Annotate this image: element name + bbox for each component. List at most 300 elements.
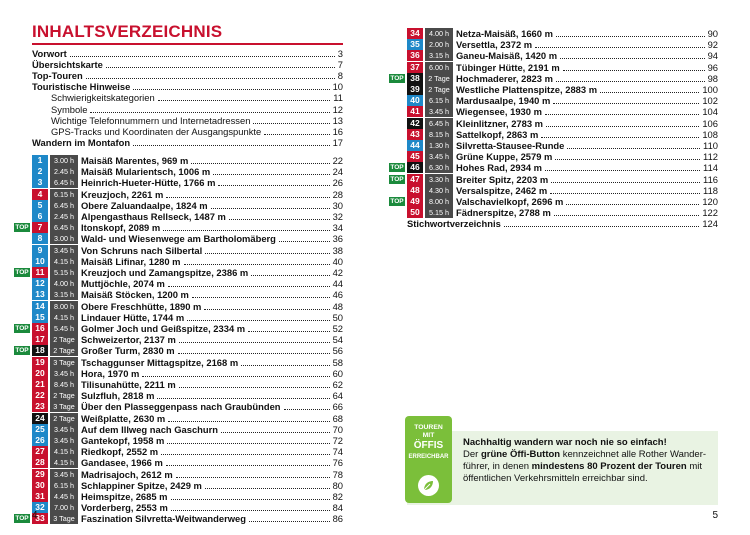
- tour-name: Kreuzjoch, 2261 m: [81, 188, 164, 200]
- tour-duration: 8.00 h: [50, 301, 78, 312]
- leader-dots: [535, 36, 705, 48]
- page-ref: 24: [332, 166, 343, 178]
- tour-number: 7: [32, 222, 48, 233]
- entry-label: Symbole: [51, 103, 88, 115]
- tour-duration: 3 Tage: [50, 401, 78, 412]
- right-page: [375, 0, 750, 535]
- tour-duration: 3.45 h: [50, 435, 78, 446]
- leader-dots: [167, 432, 330, 444]
- tour-duration: 3.45 h: [50, 368, 78, 379]
- info-text-1: Der: [463, 449, 481, 460]
- entry-label: Wandern im Montafon: [32, 136, 131, 148]
- page-ref: 92: [707, 39, 718, 51]
- tour-number: 37: [407, 62, 423, 73]
- entry-label: Touristische Hinweise: [32, 81, 131, 93]
- page-ref: 12: [332, 103, 343, 115]
- tour-name: Versettla, 2372 m: [456, 39, 533, 51]
- tour-name: Fädnerspitze, 2788 m: [456, 207, 551, 219]
- page-ref: 86: [332, 513, 343, 525]
- tour-number: 39: [407, 84, 423, 95]
- info-bold-2: mindestens 80 Prozent der Touren: [531, 461, 687, 472]
- page-ref: 100: [702, 84, 718, 95]
- tour-name: Mardusaalpe, 1940 m: [456, 95, 551, 107]
- tour-number: 45: [407, 151, 423, 162]
- tour-number: 41: [407, 106, 423, 117]
- page-ref: 114: [703, 162, 718, 174]
- page-ref: 96: [707, 61, 718, 73]
- page-ref: 40: [332, 255, 343, 267]
- tour-number: 28: [32, 457, 48, 468]
- leader-dots: [600, 81, 699, 93]
- tour-number: 35: [407, 39, 423, 50]
- tour-name: Hora, 1970 m: [81, 367, 140, 379]
- tour-name: Hochmaderer, 2823 m: [456, 72, 553, 84]
- page-ref: 54: [332, 334, 343, 346]
- page-ref: 70: [332, 423, 343, 435]
- tour-name: Von Schruns nach Silbertal: [81, 244, 203, 256]
- leader-dots: [279, 230, 330, 242]
- top-tour-badge: TOP: [15, 515, 29, 523]
- page-ref: 74: [332, 446, 343, 458]
- leader-dots: [218, 174, 330, 186]
- tour-number: 46: [407, 162, 423, 173]
- tour-duration: 8.15 h: [425, 129, 453, 140]
- leader-dots: [563, 59, 705, 71]
- tour-duration: 3.45 h: [50, 424, 78, 435]
- tour-number: 40: [407, 95, 423, 106]
- page-title: INHALTSVERZEICHNIS: [32, 22, 223, 41]
- top-tour-badge: TOP: [390, 198, 404, 205]
- leader-dots: [187, 309, 330, 321]
- page-ref: 16: [332, 125, 343, 137]
- tour-name: Lindauer Hütte, 1744 m: [81, 311, 185, 323]
- top-tour-badge: TOP: [15, 347, 29, 355]
- tour-duration: 6.45 h: [425, 118, 453, 129]
- tour-duration: 3.45 h: [50, 245, 78, 256]
- tour-name: Tschaggunser Mittagspitze, 2168 m: [81, 356, 239, 368]
- tour-name: Westliche Plattenspitze, 2883 m: [456, 84, 598, 95]
- tour-duration: 6.45 h: [50, 222, 78, 233]
- tour-name: Kreuzjoch und Zamangspitze, 2386 m: [81, 267, 249, 278]
- page-ref: 118: [703, 184, 718, 196]
- tour-number: 24: [32, 413, 48, 424]
- entry-label: Wichtige Telefonnummern und Internetadressen: [51, 114, 251, 126]
- tour-name: Großer Turm, 2830 m: [81, 345, 175, 357]
- page-ref: 68: [332, 412, 343, 424]
- page-ref: 82: [332, 491, 343, 502]
- leader-dots: [184, 253, 330, 265]
- tour-duration: 4.00 h: [50, 278, 78, 289]
- tour-duration: 5.15 h: [425, 207, 453, 218]
- tour-duration: 7.00 h: [50, 502, 78, 513]
- tour-duration: 2 Tage: [50, 345, 78, 356]
- page-ref: 22: [332, 155, 343, 166]
- tour-name: Ganeu-Maisäß, 1420 m: [456, 50, 558, 62]
- page-ref: 98: [707, 72, 718, 84]
- leader-dots: [204, 298, 330, 310]
- page-ref: 32: [332, 211, 343, 222]
- tour-name: Kleinlitzner, 2783 m: [456, 117, 544, 129]
- tour-name: Auf dem Illweg nach Gaschurn: [81, 423, 219, 435]
- entry-label: GPS-Tracks und Koordinaten der Ausgangspunkte: [51, 125, 262, 137]
- tour-duration: 8.45 h: [50, 379, 78, 390]
- page-ref: 112: [703, 151, 718, 163]
- tour-name: Tübinger Hütte, 2191 m: [456, 61, 560, 73]
- page-ref: 72: [332, 435, 343, 446]
- leader-dots: [166, 186, 330, 198]
- leader-dots: [179, 376, 330, 388]
- tour-number: 48: [407, 185, 423, 196]
- leader-dots: [221, 421, 330, 433]
- tour-number: 50: [407, 207, 423, 218]
- top-tour-badge: TOP: [390, 175, 404, 183]
- tour-duration: 5.15 h: [50, 267, 78, 278]
- tour-name: Sattelkopf, 2863 m: [456, 128, 539, 140]
- tour-row: [0, 513, 375, 524]
- tour-duration: 5.45 h: [50, 323, 78, 334]
- leader-dots: [241, 354, 330, 366]
- leader-dots: [133, 134, 330, 146]
- tour-duration: 3 Tage: [50, 513, 78, 524]
- tour-duration: 6.00 h: [425, 62, 453, 73]
- leader-dots: [229, 208, 330, 220]
- leader-dots: [284, 398, 330, 410]
- tour-number: 34: [407, 28, 423, 39]
- tour-duration: 4.45 h: [50, 491, 78, 502]
- tour-number: 20: [32, 368, 48, 379]
- entry-label: Schwierigkeitskategorien: [51, 92, 155, 104]
- tour-name: Golmer Joch und Geißspitze, 2334 m: [81, 323, 246, 334]
- page-ref: 90: [707, 28, 718, 39]
- tour-duration: 3.00 h: [50, 233, 78, 244]
- tour-duration: 3.00 h: [50, 155, 78, 166]
- tour-name: Valschavielkopf, 2696 m: [456, 196, 564, 207]
- toc-entry: [0, 137, 375, 148]
- tour-duration: 2 Tage: [425, 73, 453, 84]
- badge-line-2: MIT: [422, 432, 435, 439]
- tour-name: Grüne Kuppe, 2579 m: [456, 151, 553, 163]
- entry-label: Übersichtskarte: [32, 59, 103, 71]
- tour-number: 3: [32, 177, 48, 188]
- leader-dots: [566, 193, 699, 205]
- tour-number: 31: [32, 491, 48, 502]
- tour-number: 13: [32, 289, 48, 300]
- tour-number: 15: [32, 312, 48, 323]
- info-text: [463, 437, 713, 485]
- page-ref: 38: [332, 244, 343, 256]
- page-ref: 7: [337, 59, 343, 71]
- tour-duration: 6.45 h: [50, 177, 78, 188]
- tour-duration: 4.00 h: [425, 28, 453, 39]
- badge-line-3: ÖFFIS: [413, 440, 444, 451]
- tour-name: Über den Plasseggenpass nach Graubünden: [81, 401, 281, 413]
- tour-number: 32: [32, 502, 48, 513]
- tour-name: Vorderberg, 2553 m: [81, 502, 168, 514]
- tour-duration: 4.15 h: [50, 446, 78, 457]
- leader-dots: [205, 477, 330, 489]
- leader-dots: [171, 499, 330, 511]
- tour-number: 8: [32, 233, 48, 244]
- leaf-icon: [418, 475, 439, 496]
- page-ref: 50: [332, 311, 343, 323]
- tour-name: Wiegensee, 1930 m: [456, 106, 542, 118]
- tour-duration: 8.00 h: [425, 196, 453, 207]
- tour-duration: 2 Tage: [50, 390, 78, 401]
- tour-number: 43: [407, 129, 423, 140]
- tour-name: Wald- und Wiesenwege am Bartholomäberg: [81, 233, 276, 245]
- tour-name: Silvretta-Stausee-Runde: [456, 140, 565, 151]
- tour-number: 42: [407, 118, 423, 129]
- page-ref: 10: [332, 81, 343, 93]
- tour-name: Alpengasthaus Rellseck, 1487 m: [81, 211, 226, 222]
- leader-dots: [249, 510, 330, 522]
- oeffi-badge: [405, 416, 452, 503]
- page-ref: 30: [332, 199, 343, 211]
- tour-number: 21: [32, 379, 48, 390]
- tour-name: Breiter Spitz, 2203 m: [456, 173, 549, 185]
- tour-number: 27: [32, 446, 48, 457]
- leader-dots: [556, 25, 705, 37]
- tour-duration: 6.15 h: [50, 189, 78, 200]
- tour-number: 6: [32, 211, 48, 222]
- tour-number: 17: [32, 334, 48, 345]
- leader-dots: [205, 242, 330, 254]
- tour-duration: 2.45 h: [50, 166, 78, 177]
- leader-dots: [545, 159, 700, 171]
- page-ref: 122: [702, 207, 718, 219]
- leader-dots: [157, 387, 330, 399]
- page-ref: 124: [702, 218, 718, 229]
- tour-name: Muttjöchle, 2074 m: [81, 278, 165, 290]
- page-ref: 36: [332, 233, 343, 245]
- tour-number: 26: [32, 435, 48, 446]
- tour-name: Versalspitze, 2462 m: [456, 184, 548, 196]
- tour-name: Maisäß Stöcken, 1200 m: [81, 289, 189, 301]
- page-ref: 110: [703, 140, 718, 151]
- leader-dots: [560, 47, 705, 59]
- tour-duration: 2 Tage: [50, 413, 78, 424]
- leader-dots: [171, 488, 330, 500]
- tour-duration: 1.30 h: [425, 140, 453, 151]
- tour-number: 29: [32, 469, 48, 480]
- tour-duration: 4.30 h: [425, 185, 453, 196]
- leader-dots: [163, 219, 330, 231]
- info-text-2: kennzeichnet alle Rother Wander-führer, in denen: [463, 449, 707, 472]
- page-ref: 28: [332, 188, 343, 200]
- leader-dots: [191, 152, 330, 164]
- page-number-left: 4: [32, 510, 38, 521]
- leader-dots: [551, 171, 700, 183]
- leader-dots: [168, 275, 330, 287]
- tour-number: 47: [407, 174, 423, 185]
- page-ref: 116: [703, 173, 718, 185]
- top-tour-badge: TOP: [390, 164, 404, 172]
- page-ref: 34: [332, 222, 343, 234]
- tour-name: Gantekopf, 1958 m: [81, 435, 165, 446]
- page-ref: 13: [332, 114, 343, 126]
- info-text-3: mit öffentlichen Verkehrsmitteln erreichbar sind.: [463, 461, 703, 484]
- page-ref: 62: [332, 379, 343, 390]
- tour-duration: 3.30 h: [425, 174, 453, 185]
- tour-name: Faszination Silvretta-Weitwanderweg: [81, 513, 246, 525]
- page-ref: 66: [332, 401, 343, 413]
- tour-duration: 4.15 h: [50, 312, 78, 323]
- badge-line-1: TOUREN: [414, 424, 443, 431]
- tour-duration: 4.15 h: [50, 457, 78, 468]
- leader-dots: [251, 264, 330, 276]
- tour-duration: 4.15 h: [50, 256, 78, 267]
- tour-duration: 2.45 h: [50, 211, 78, 222]
- tour-name: Maisäß Mularientsch, 1006 m: [81, 166, 211, 178]
- tour-name: Riedkopf, 2552 m: [81, 446, 159, 458]
- leader-dots: [504, 215, 699, 227]
- tour-name: Netza-Maisäß, 1660 m: [456, 28, 553, 39]
- page-ref: 11: [333, 92, 343, 104]
- page-number-right: 5: [712, 510, 718, 521]
- tour-number: 1: [32, 155, 48, 166]
- top-tour-badge: TOP: [15, 325, 29, 332]
- tour-number: 2: [32, 166, 48, 177]
- leader-dots: [166, 454, 330, 466]
- tour-name: Tilisunahütte, 2211 m: [81, 379, 176, 390]
- tour-duration: 3.15 h: [50, 289, 78, 300]
- leader-dots: [142, 365, 330, 377]
- entry-label: Top-Touren: [32, 70, 83, 82]
- page-ref: 3: [337, 48, 343, 59]
- tour-name: Obere Freschhütte, 1890 m: [81, 300, 202, 312]
- entry-label: Vorwort: [32, 48, 67, 59]
- page-ref: 26: [332, 177, 343, 189]
- page-ref: 58: [332, 356, 343, 368]
- tour-name: Maisäß Lifinar, 1280 m: [81, 255, 181, 267]
- tour-duration: 6.45 h: [50, 200, 78, 211]
- page-ref: 17: [332, 136, 343, 148]
- page-ref: 102: [702, 95, 718, 107]
- leader-dots: [176, 466, 330, 478]
- page-ref: 120: [702, 196, 718, 207]
- tour-number: 14: [32, 301, 48, 312]
- leader-dots: [213, 163, 330, 175]
- leader-dots: [555, 148, 700, 160]
- page-ref: 106: [702, 117, 718, 129]
- tour-number: 22: [32, 390, 48, 401]
- tour-number: 18: [32, 345, 48, 356]
- tour-name: Maisäß Marentes, 969 m: [81, 155, 189, 166]
- leader-dots: [553, 92, 699, 104]
- leader-dots: [545, 103, 699, 115]
- entry-label: Stichwortverzeichnis: [407, 218, 501, 229]
- tour-duration: 3.45 h: [425, 151, 453, 162]
- top-tour-badge: TOP: [15, 224, 29, 232]
- tour-name: Schlappiner Spitze, 2429 m: [81, 479, 202, 491]
- page-ref: 76: [332, 457, 343, 469]
- tour-number: 16: [32, 323, 48, 334]
- tour-number: 9: [32, 245, 48, 256]
- page-ref: 60: [332, 367, 343, 379]
- page-ref: 46: [332, 289, 343, 301]
- page-ref: 108: [702, 128, 718, 140]
- leader-dots: [556, 70, 705, 82]
- leader-dots: [179, 331, 330, 343]
- tour-number: 30: [32, 480, 48, 491]
- leader-dots: [248, 320, 330, 332]
- page-ref: 48: [332, 300, 343, 312]
- tour-duration: 6.30 h: [425, 162, 453, 173]
- tour-number: 44: [407, 140, 423, 151]
- tour-duration: 3.15 h: [425, 50, 453, 61]
- tour-number: 25: [32, 424, 48, 435]
- tour-number: 12: [32, 278, 48, 289]
- tour-name: Heimspitze, 2685 m: [81, 491, 168, 502]
- tour-number: 10: [32, 256, 48, 267]
- leader-dots: [168, 410, 330, 422]
- tour-name: Hohes Rad, 2934 m: [456, 162, 542, 174]
- tour-name: Madrisajoch, 2612 m: [81, 468, 173, 480]
- page-ref: 8: [337, 70, 343, 82]
- tour-duration: 2 Tage: [50, 334, 78, 345]
- leader-dots: [161, 443, 330, 455]
- leader-dots: [546, 115, 699, 127]
- leader-dots: [550, 182, 700, 194]
- leader-dots: [178, 342, 330, 354]
- tour-number: 36: [407, 50, 423, 61]
- page-ref: 56: [332, 345, 343, 357]
- tour-number: 49: [407, 196, 423, 207]
- top-tour-badge: TOP: [390, 74, 404, 82]
- tour-duration: 2 Tage: [425, 84, 453, 95]
- tour-number: 23: [32, 401, 48, 412]
- leader-dots: [567, 137, 700, 149]
- page-ref: 52: [332, 323, 343, 334]
- tour-name: Gandasee, 1966 m: [81, 457, 163, 469]
- tour-duration: 3.45 h: [425, 106, 453, 117]
- page-ref: 78: [332, 468, 343, 480]
- info-bold-1: grüne Öffi-Button: [480, 449, 561, 460]
- top-tour-badge: TOP: [15, 269, 29, 276]
- leader-dots: [211, 197, 330, 209]
- tour-duration: 6.15 h: [50, 480, 78, 491]
- page-ref: 104: [702, 106, 718, 118]
- tour-name: Schweizertor, 2137 m: [81, 334, 176, 346]
- tour-duration: 6.15 h: [425, 95, 453, 106]
- tour-number: 5: [32, 200, 48, 211]
- leader-dots: [541, 126, 699, 138]
- tour-number: 11: [32, 267, 48, 278]
- tour-duration: 3.45 h: [50, 469, 78, 480]
- page-ref: 94: [707, 50, 718, 62]
- leader-dots: [192, 286, 330, 298]
- tour-duration: 3 Tage: [50, 357, 78, 368]
- tour-number: 4: [32, 189, 48, 200]
- tour-number: 38: [407, 73, 423, 84]
- info-headline: Nachhaltig wandern war noch nie so einfach!: [463, 437, 667, 448]
- badge-line-4: ERREICHBAR: [408, 454, 449, 460]
- tour-name: Heinrich-Hueter-Hütte, 1766 m: [81, 177, 216, 189]
- page-ref: 80: [332, 479, 343, 491]
- page-ref: 64: [332, 390, 343, 402]
- toc-entry: [375, 218, 750, 229]
- tour-name: Sulzfluh, 2818 m: [81, 390, 155, 402]
- tour-name: Obere Zaluandaalpe, 1824 m: [81, 199, 208, 211]
- tour-duration: 2.00 h: [425, 39, 453, 50]
- tour-number: 33: [32, 513, 48, 524]
- page-ref: 42: [332, 267, 343, 278]
- tour-name: Itonskopf, 2089 m: [81, 222, 161, 234]
- tour-name: Weißplatte, 2630 m: [81, 412, 166, 424]
- tour-number: 19: [32, 357, 48, 368]
- page-ref: 44: [332, 278, 343, 290]
- page-ref: 84: [332, 502, 343, 514]
